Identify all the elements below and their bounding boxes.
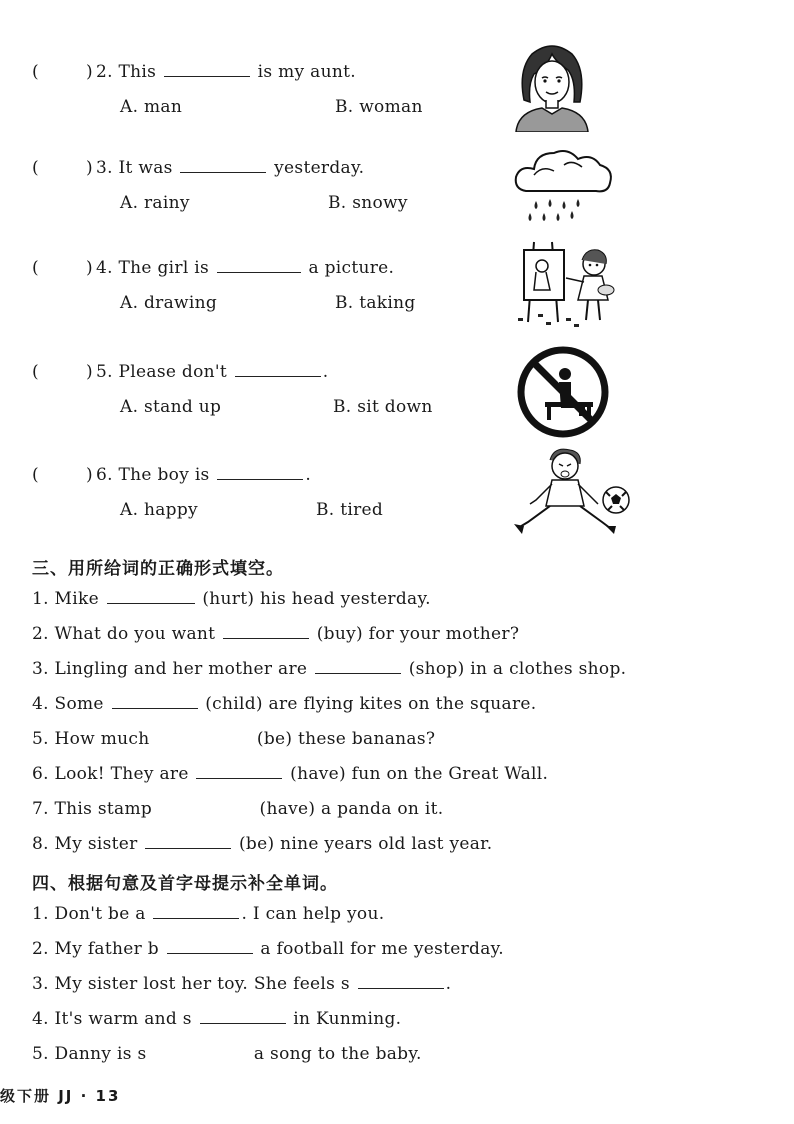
girl-painting-icon [512,238,620,330]
question-2-stem [96,62,356,82]
answer-paren-close: ) [86,258,93,278]
fill-item-1 [32,589,431,609]
fill-item-8 [32,834,492,854]
item-text-after: (shop) in a clothes shop. [408,659,627,679]
answer-blank[interactable] [164,62,250,77]
item-text-after: (have) a panda on it. [259,799,444,819]
item-text-after: . I can help you. [241,904,385,924]
answer-paren-close: ) [86,465,93,485]
option-a: A. rainy [120,193,190,213]
woman-portrait-icon [512,40,592,132]
answer-blank[interactable] [107,589,195,604]
item-text-before: 8. My sister [32,834,138,854]
item-text-after: (have) fun on the Great Wall. [290,764,549,784]
answer-blank[interactable] [200,1009,286,1024]
stem-before: The girl is [118,258,210,278]
question-number: 2. [96,62,113,82]
answer-blank[interactable] [358,974,444,989]
page-footer: 级下册 JJ · 13 [0,1087,121,1105]
item-text-after: . [445,974,452,994]
item-text-before: 1. Mike [32,589,99,609]
item-text-before: 2. What do you want [32,624,216,644]
item-text-before: 3. Lingling and her mother are [32,659,308,679]
tired-boy-football-icon [510,444,634,540]
answer-paren-open: ( [32,62,39,82]
answer-paren-open: ( [32,465,39,485]
item-text-after: (child) are flying kites on the square. [205,694,537,714]
stem-before: Please don't [118,362,227,382]
question-4-stem [96,258,394,278]
item-text-before: 3. My sister lost her toy. She feels s [32,974,350,994]
answer-blank[interactable] [196,764,282,779]
item-text-after: (be) these bananas? [256,729,436,749]
stem-after: . [322,362,329,382]
answer-paren-open: ( [32,258,39,278]
item-text-before: 6. Look! They are [32,764,189,784]
word-item-3 [32,974,451,994]
answer-blank[interactable] [157,729,249,744]
question-number: 6. [96,465,113,485]
question-number: 3. [96,158,113,178]
no-sitting-sign-icon [515,344,611,440]
question-5-stem [96,362,328,382]
fill-item-2 [32,624,519,644]
option-b: B. taking [335,293,416,313]
answer-blank[interactable] [153,904,239,919]
section-3-title: 三、用所给词的正确形式填空。 [32,559,284,579]
fill-item-7 [32,799,443,819]
item-text-after: a song to the baby. [253,1044,422,1064]
stem-after: . [305,465,312,485]
item-text-after: (be) nine years old last year. [238,834,493,854]
option-a: A. happy [120,500,198,520]
item-text-before: 4. Some [32,694,104,714]
question-3-stem [96,158,364,178]
fill-item-4 [32,694,536,714]
option-b: B. woman [335,97,423,117]
question-6-stem [96,465,311,485]
answer-paren-open: ( [32,158,39,178]
option-b: B. snowy [328,193,408,213]
answer-paren-open: ( [32,362,39,382]
option-b: B. tired [316,500,384,520]
answer-blank[interactable] [154,1044,246,1059]
option-a: A. man [120,97,183,117]
answer-blank[interactable] [112,694,198,709]
stem-before: It was [118,158,173,178]
word-item-5 [32,1044,422,1064]
item-text-after: a football for me yesterday. [260,939,505,959]
answer-blank[interactable] [180,158,266,173]
answer-blank[interactable] [145,834,231,849]
stem-before: This [118,62,157,82]
item-text-before: 1. Don't be a [32,904,146,924]
answer-blank[interactable] [235,362,321,377]
answer-paren-close: ) [86,62,93,82]
stem-after: yesterday. [274,158,365,178]
option-b: B. sit down [333,397,433,417]
answer-blank[interactable] [160,799,252,814]
item-text-before: 5. Danny is s [32,1044,147,1064]
fill-item-5 [32,729,435,749]
question-number: 4. [96,258,113,278]
section-4-title: 四、根据句意及首字母提示补全单词。 [32,874,338,894]
question-number: 5. [96,362,113,382]
item-text-before: 4. It's warm and s [32,1009,192,1029]
answer-blank[interactable] [315,659,401,674]
stem-before: The boy is [118,465,210,485]
answer-blank[interactable] [217,258,301,273]
word-item-2 [32,939,504,959]
item-text-before: 7. This stamp [32,799,153,819]
option-a: A. stand up [120,397,222,417]
item-text-after: (hurt) his head yesterday. [202,589,431,609]
item-text-before: 2. My father b [32,939,159,959]
stem-after: a picture. [308,258,395,278]
answer-blank[interactable] [167,939,253,954]
word-item-4 [32,1009,401,1029]
fill-item-6 [32,764,548,784]
item-text-before: 5. How much [32,729,150,749]
fill-item-3 [32,659,626,679]
word-item-1 [32,904,384,924]
item-text-after: (buy) for your mother? [316,624,520,644]
item-text-after: in Kunming. [293,1009,402,1029]
answer-paren-close: ) [86,362,93,382]
stem-after: is my aunt. [257,62,356,82]
rain-cloud-icon [512,145,616,225]
answer-blank[interactable] [217,465,303,480]
answer-blank[interactable] [223,624,309,639]
option-a: A. drawing [120,293,218,313]
answer-paren-close: ) [86,158,93,178]
